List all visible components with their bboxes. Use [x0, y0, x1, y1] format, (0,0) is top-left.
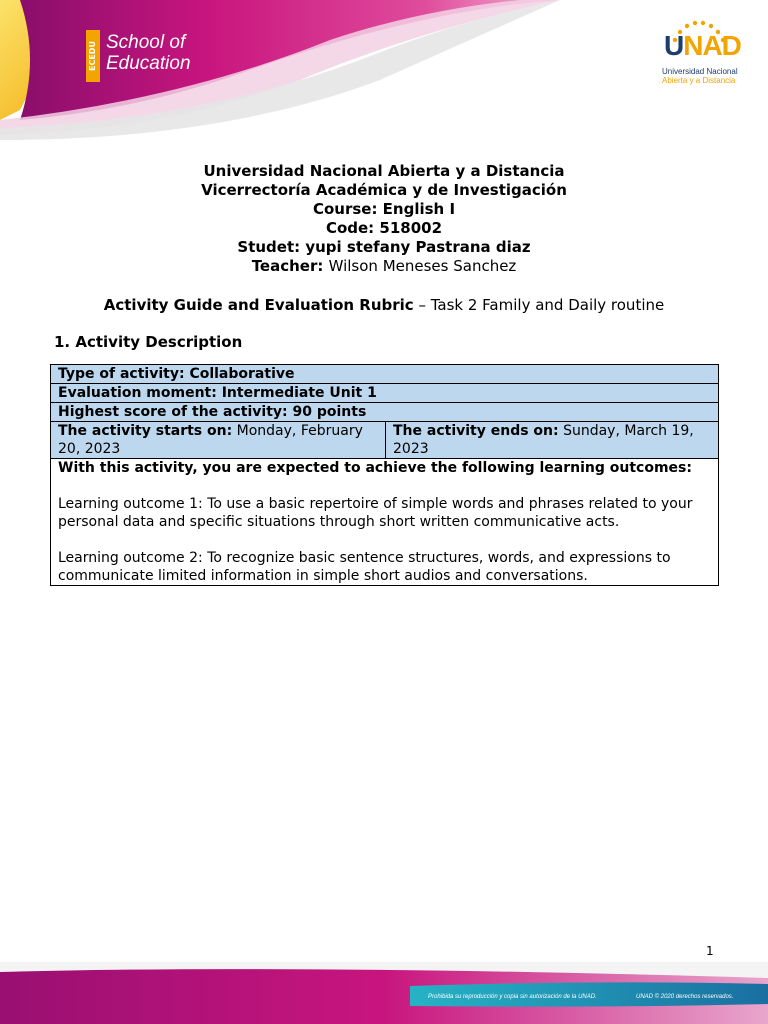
table-row	[51, 422, 719, 459]
footer-copyright: UNAD © 2020 derechos reservados.	[636, 994, 734, 1000]
activity-start: The activity starts on: Monday, February 20, 2023	[51, 422, 386, 459]
activity-end: The activity ends on: Sunday, March 19, 2023	[386, 422, 719, 459]
ecedu-tag: ECEDU	[86, 30, 100, 82]
code: Code: 518002	[325, 219, 443, 237]
learning-outcomes	[51, 459, 719, 586]
course: Course: English I	[312, 200, 456, 218]
table-row	[51, 459, 719, 586]
title-block	[0, 162, 768, 276]
student: Studet: yupi stefany Pastrana diaz	[237, 238, 531, 256]
activity-description-table	[50, 364, 719, 586]
unad-subtitle: Universidad Nacional Abierta y a Distancia	[662, 67, 738, 85]
learning-outcome-1: Learning outcome 1: To use a basic repertoire of simple words and phrases related to your personal data and specific situations through short written communicative acts.	[58, 496, 693, 530]
footer-banner	[0, 962, 768, 1024]
teacher: Teacher: Wilson Meneses Sanchez	[251, 257, 517, 275]
table-row	[51, 403, 719, 422]
unad-wordmark: UNAD	[664, 30, 741, 61]
university-name: Universidad Nacional Abierta y a Distancia	[203, 162, 565, 180]
learning-outcome-2: Learning outcome 2: To recognize basic sentence structures, words, and expressions to communicate limited information in simple short audios and conversations.	[58, 550, 671, 584]
footer-disclaimer: Prohibida su reproducción y copia sin autorización de la UNAD.	[428, 994, 597, 1000]
evaluation-moment: Evaluation moment: Intermediate Unit 1	[51, 384, 719, 403]
table-row	[51, 365, 719, 384]
table-row	[51, 384, 719, 403]
section-title: 1. Activity Description	[54, 333, 243, 351]
outcomes-intro: With this activity, you are expected to achieve the following learning outcomes:	[58, 460, 692, 476]
vicerrectoria: Vicerrectoría Académica y de Investigación	[201, 181, 567, 199]
school-of-education-logo: School of Education	[106, 32, 191, 74]
guide-title: Activity Guide and Evaluation Rubric – Task 2 Family and Daily routine	[103, 296, 665, 314]
type-of-activity: Type of activity: Collaborative	[51, 365, 719, 384]
highest-score: Highest score of the activity: 90 points	[51, 403, 719, 422]
page-number: 1	[706, 944, 714, 958]
